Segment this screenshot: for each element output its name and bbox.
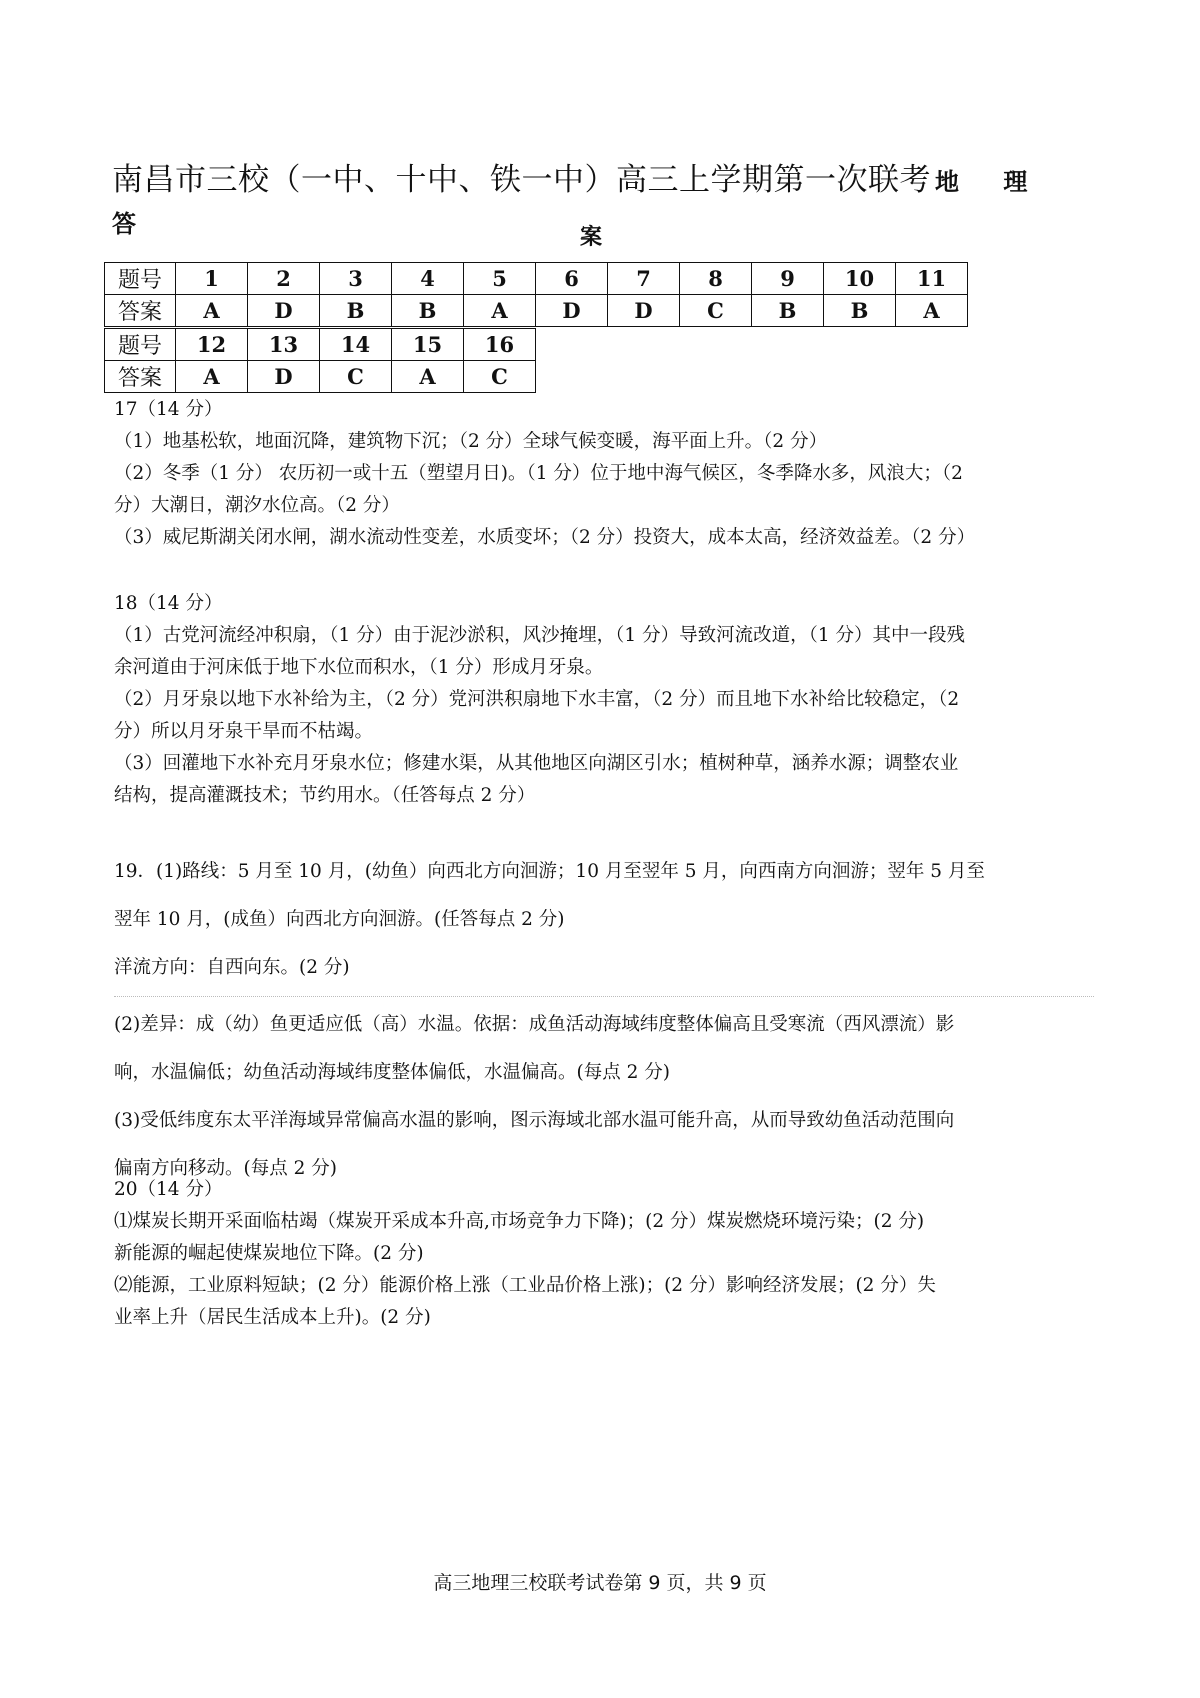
answer-label: 答案	[105, 295, 176, 327]
answer-line: 业率上升（居民生活成本上升)。(2 分)	[114, 1307, 431, 1328]
question-number: 12	[176, 329, 248, 361]
question-number: 9	[752, 263, 824, 295]
question-19-section	[114, 848, 1094, 1193]
answer-cell: B	[752, 295, 824, 327]
header-label: 题号	[105, 263, 176, 295]
table-row-answers	[105, 361, 536, 393]
answer-line: （3）威尼斯湖关闭水闸，湖水流动性变差，水质变坏；（2 分）投资大，成本太高，经济效益差。（2 分）	[114, 527, 976, 548]
answer-line: 余河道由于河床低于地下水位而积水，（1 分）形成月牙泉。	[114, 657, 604, 678]
question-number: 1	[176, 263, 248, 295]
question-heading: 20（14 分）	[114, 1179, 223, 1200]
answer-line: 响，水温偏低；幼鱼活动海域纬度整体偏低，水温偏高。(每点 2 分)	[114, 1062, 670, 1083]
answer-line: （2）冬季（1 分） 农历初一或十五（塑望月日)。（1 分）位于地中海气候区，冬季降水多，风浪大；（2	[114, 463, 963, 484]
answer-line: （1）地基松软，地面沉降，建筑物下沉；（2 分）全球气候变暖，海平面上升。（2 分）	[114, 431, 828, 452]
question-heading: 17（14 分）	[114, 399, 223, 420]
answer-cell: A	[176, 295, 248, 327]
answer-table-2	[104, 328, 536, 393]
answer-line: (2)差异：成（幼）鱼更适应低（高）水温。依据：成鱼活动海域纬度整体偏高且受寒流（西风漂流）影	[114, 1014, 955, 1035]
answer-cell: B	[392, 295, 464, 327]
title-suffix: 地 理 答	[112, 168, 1046, 238]
answer-line: （3）回灌地下水补充月牙泉水位；修建水渠，从其他地区向湖区引水；植树种草，涵养水源；调整农业	[114, 753, 959, 774]
question-17-section	[114, 394, 1094, 554]
answer-line: 洋流方向：自西向东。(2 分)	[114, 957, 350, 978]
answer-cell: A	[176, 361, 248, 393]
question-number: 4	[392, 263, 464, 295]
divider	[114, 996, 1094, 997]
answer-line: 分）所以月牙泉干旱而不枯竭。	[114, 721, 374, 742]
answer-cell: A	[896, 295, 968, 327]
answer-cell: A	[392, 361, 464, 393]
answer-table-1	[104, 262, 968, 327]
answer-cell: C	[680, 295, 752, 327]
answer-line: ⑴煤炭长期开采面临枯竭（煤炭开采成本升高,市场竞争力下降)；(2 分）煤炭燃烧环境污染；(2 分)	[114, 1211, 925, 1232]
question-number: 16	[464, 329, 536, 361]
question-18-section	[114, 588, 1094, 812]
question-heading: 18（14 分）	[114, 593, 223, 614]
question-number: 8	[680, 263, 752, 295]
question-number: 10	[824, 263, 896, 295]
question-number: 14	[320, 329, 392, 361]
page-footer: 高三地理三校联考试卷第 9 页，共 9 页	[433, 1572, 767, 1594]
question-number: 13	[248, 329, 320, 361]
answer-cell: D	[608, 295, 680, 327]
answer-line: （1）古党河流经冲积扇，（1 分）由于泥沙淤积，风沙掩埋，（1 分）导致河流改道，（1 分）其中一段残	[114, 625, 965, 646]
title-main: 南昌市三校（一中、十中、铁一中）高三上学期第一次联考	[112, 162, 931, 198]
answer-cell: B	[320, 295, 392, 327]
question-20-section	[114, 1174, 1094, 1334]
table-row-numbers	[105, 263, 968, 295]
answer-line: 19．(1)路线：5 月至 10 月，(幼鱼）向西北方向洄游；10 月至翌年 5 月，向西南方向洄游；翌年 5 月至	[114, 861, 985, 882]
answer-cell: D	[248, 295, 320, 327]
answer-line: 分）大潮日，潮汐水位高。（2 分）	[114, 495, 400, 516]
answer-cell: B	[824, 295, 896, 327]
answer-line: ⑵能源，工业原料短缺；(2 分）能源价格上涨（工业品价格上涨)；(2 分）影响经济发展；(2 分）失	[114, 1275, 936, 1296]
answer-line: 结构，提高灌溉技术；节约用水。（任答每点 2 分）	[114, 785, 536, 806]
question-number: 11	[896, 263, 968, 295]
answer-cell: A	[464, 295, 536, 327]
answer-cell: C	[320, 361, 392, 393]
table-row-numbers	[105, 329, 536, 361]
answer-line: 偏南方向移动。(每点 2 分)	[114, 1158, 337, 1179]
question-number: 3	[320, 263, 392, 295]
answer-line: 新能源的崛起使煤炭地位下降。(2 分)	[114, 1243, 424, 1264]
table-row-answers	[105, 295, 968, 327]
header-label: 题号	[105, 329, 176, 361]
answer-line: (3)受低纬度东太平洋海域异常偏高水温的影响，图示海域北部水温可能升高，从而导致幼鱼活动范围向	[114, 1110, 955, 1131]
answer-cell: D	[536, 295, 608, 327]
page-title	[112, 160, 1112, 244]
question-number: 15	[392, 329, 464, 361]
answer-line: （2）月牙泉以地下水补给为主，（2 分）党河洪积扇地下水丰富，（2 分）而且地下水补给比较稳定，（2	[114, 689, 960, 710]
question-number: 2	[248, 263, 320, 295]
answer-cell: C	[464, 361, 536, 393]
answer-label: 答案	[105, 361, 176, 393]
answer-line: 翌年 10 月，(成鱼）向西北方向洄游。(任答每点 2 分)	[114, 909, 565, 930]
question-number: 5	[464, 263, 536, 295]
title-continuation: 案	[580, 225, 603, 250]
question-number: 6	[536, 263, 608, 295]
question-number: 7	[608, 263, 680, 295]
answer-cell: D	[248, 361, 320, 393]
